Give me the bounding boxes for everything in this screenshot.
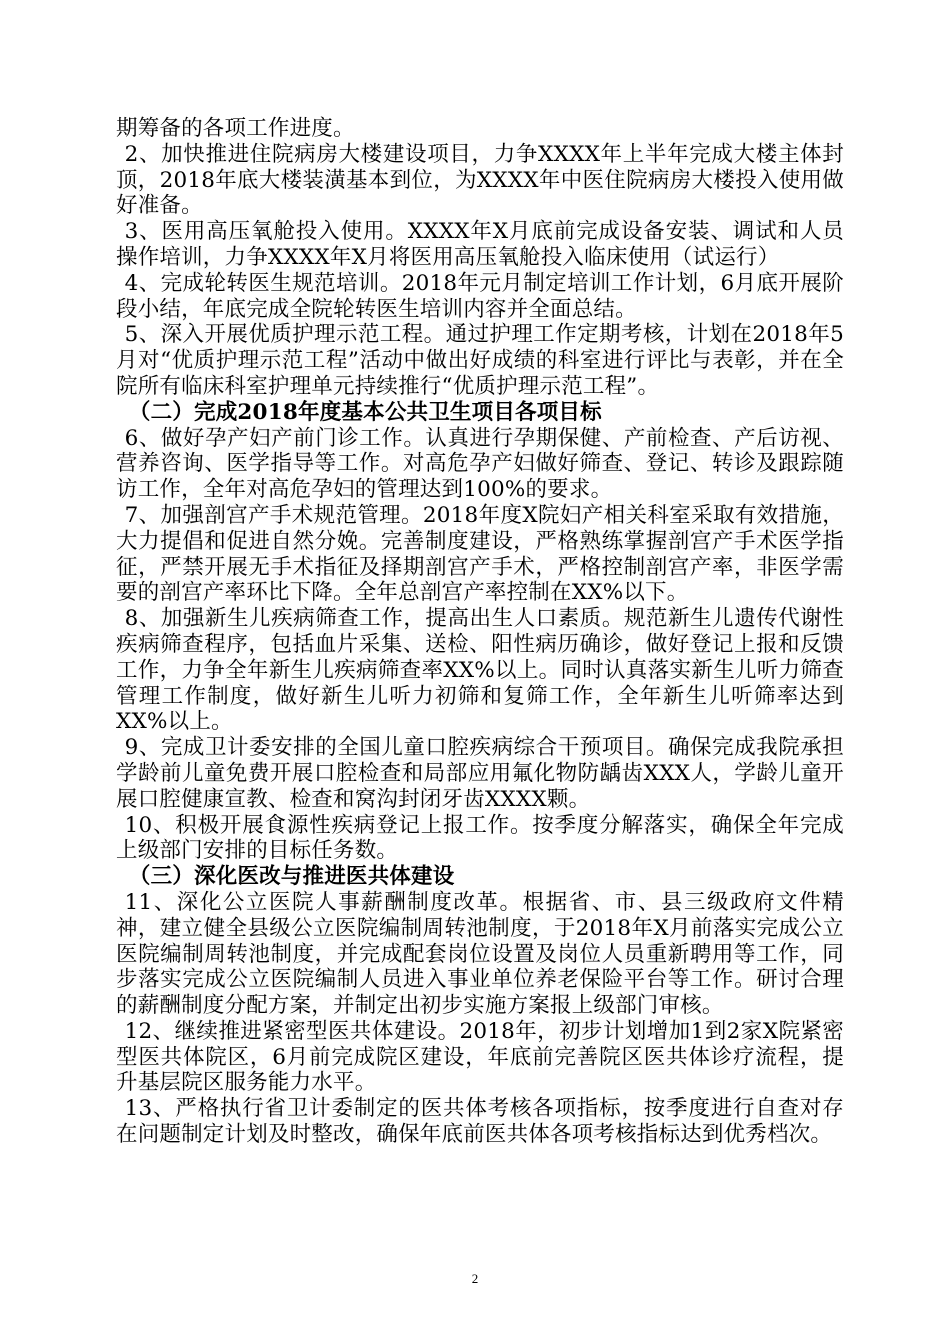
paragraph-item-7: 7、加强剖宫产手术规范管理。2018年度X院妇产相关科室采取有效措施，大力提倡和促进自然分娩。完善制度建设，严格熟练掌握剖宫产手术医学指征，严禁开展无手术指征及择期剖宫产手术，严格控制剖宫产率，非医学需要的剖宫产率环比下降。全年总剖宫产率控制在XX%以下。 [116,502,844,606]
paragraph-item-8: 8、加强新生儿疾病筛查工作，提高出生人口素质。规范新生儿遗传代谢性疾病筛查程序，包括血片采集、送检、阳性病历确诊，做好登记上报和反馈工作，力争全年新生儿疾病筛查率XX%以上。同时认真落实新生儿听力筛查管理工作制度，做好新生儿听力初筛和复筛工作，全年新生儿听筛率达到XX%以上。 [116,606,844,735]
paragraph-item-5: 5、深入开展优质护理示范工程。通过护理工作定期考核，计划在2018年5月对“优质护理示范工程”活动中做出好成绩的科室进行评比与表彰，并在全院所有临床科室护理单元持续推行“优质护理示范工程”。 [116,322,844,399]
paragraph-item-9: 9、完成卫计委安排的全国儿童口腔疾病综合干预项目。确保完成我院承担学龄前儿童免费开展口腔检查和局部应用氟化物防龋齿XXX人，学龄儿童开展口腔健康宣教、检查和窝沟封闭牙齿XXXX颗。 [116,735,844,812]
paragraph-item-11: 11、深化公立医院人事薪酬制度改革。根据省、市、县三级政府文件精神，建立健全县级公立医院编制周转池制度，于2018年X月前落实完成公立医院编制周转池制度，并完成配套岗位设置及岗位人员重新聘用等工作，同步落实完成公立医院编制人员进入事业单位养老保险平台等工作。研讨合理的薪酬制度分配方案，并制定出初步实施方案报上级部门审核。 [116,889,844,1019]
page-number: 2 [471,1271,479,1286]
paragraph-item-10: 10、积极开展食源性疾病登记上报工作。按季度分解落实，确保全年完成上级部门安排的目标任务数。 [116,812,844,864]
paragraph-item-6: 6、做好孕产妇产前门诊工作。认真进行孕期保健、产前检查、产后访视、营养咨询、医学指导等工作。对高危孕产妇做好筛查、登记、转诊及跟踪随访工作，全年对高危孕妇的管理达到100%的要求。 [116,425,844,503]
document-body [116,116,844,1148]
paragraph-item-12: 12、继续推进紧密型医共体建设。2018年，初步计划增加1到2家X院紧密型医共体院区，6月前完成院区建设，年底前完善院区医共体诊疗流程，提升基层院区服务能力水平。 [116,1018,844,1096]
section-heading-2: （二）完成2018年度基本公共卫生项目各项目标 [128,399,602,425]
paragraph-item-3: 3、医用高压氧舱投入使用。XXXX年X月底前完成设备安装、调试和人员操作培训，力争XXXX年X月将医用高压氧舱投入临床使用（试运行） [116,219,844,270]
paragraph-continuation: 期筹备的各项工作进度。 [116,116,355,141]
section-heading-3: （三）深化医改与推进医共体建设 [128,864,455,890]
paragraph-item-13: 13、严格执行省卫计委制定的医共体考核各项指标，按季度进行自查对存在问题制定计划及时整改，确保年底前医共体各项考核指标达到优秀档次。 [116,1096,844,1148]
paragraph-item-4: 4、完成轮转医生规范培训。2018年元月制定培训工作计划，6月底开展阶段小结，年底完成全院轮转医生培训内容并全面总结。 [116,270,844,322]
paragraph-item-2: 2、加快推进住院病房大楼建设项目，力争XXXX年上半年完成大楼主体封顶，2018年底大楼装潢基本到位，为XXXX年中医住院病房大楼投入使用做好准备。 [116,141,844,219]
